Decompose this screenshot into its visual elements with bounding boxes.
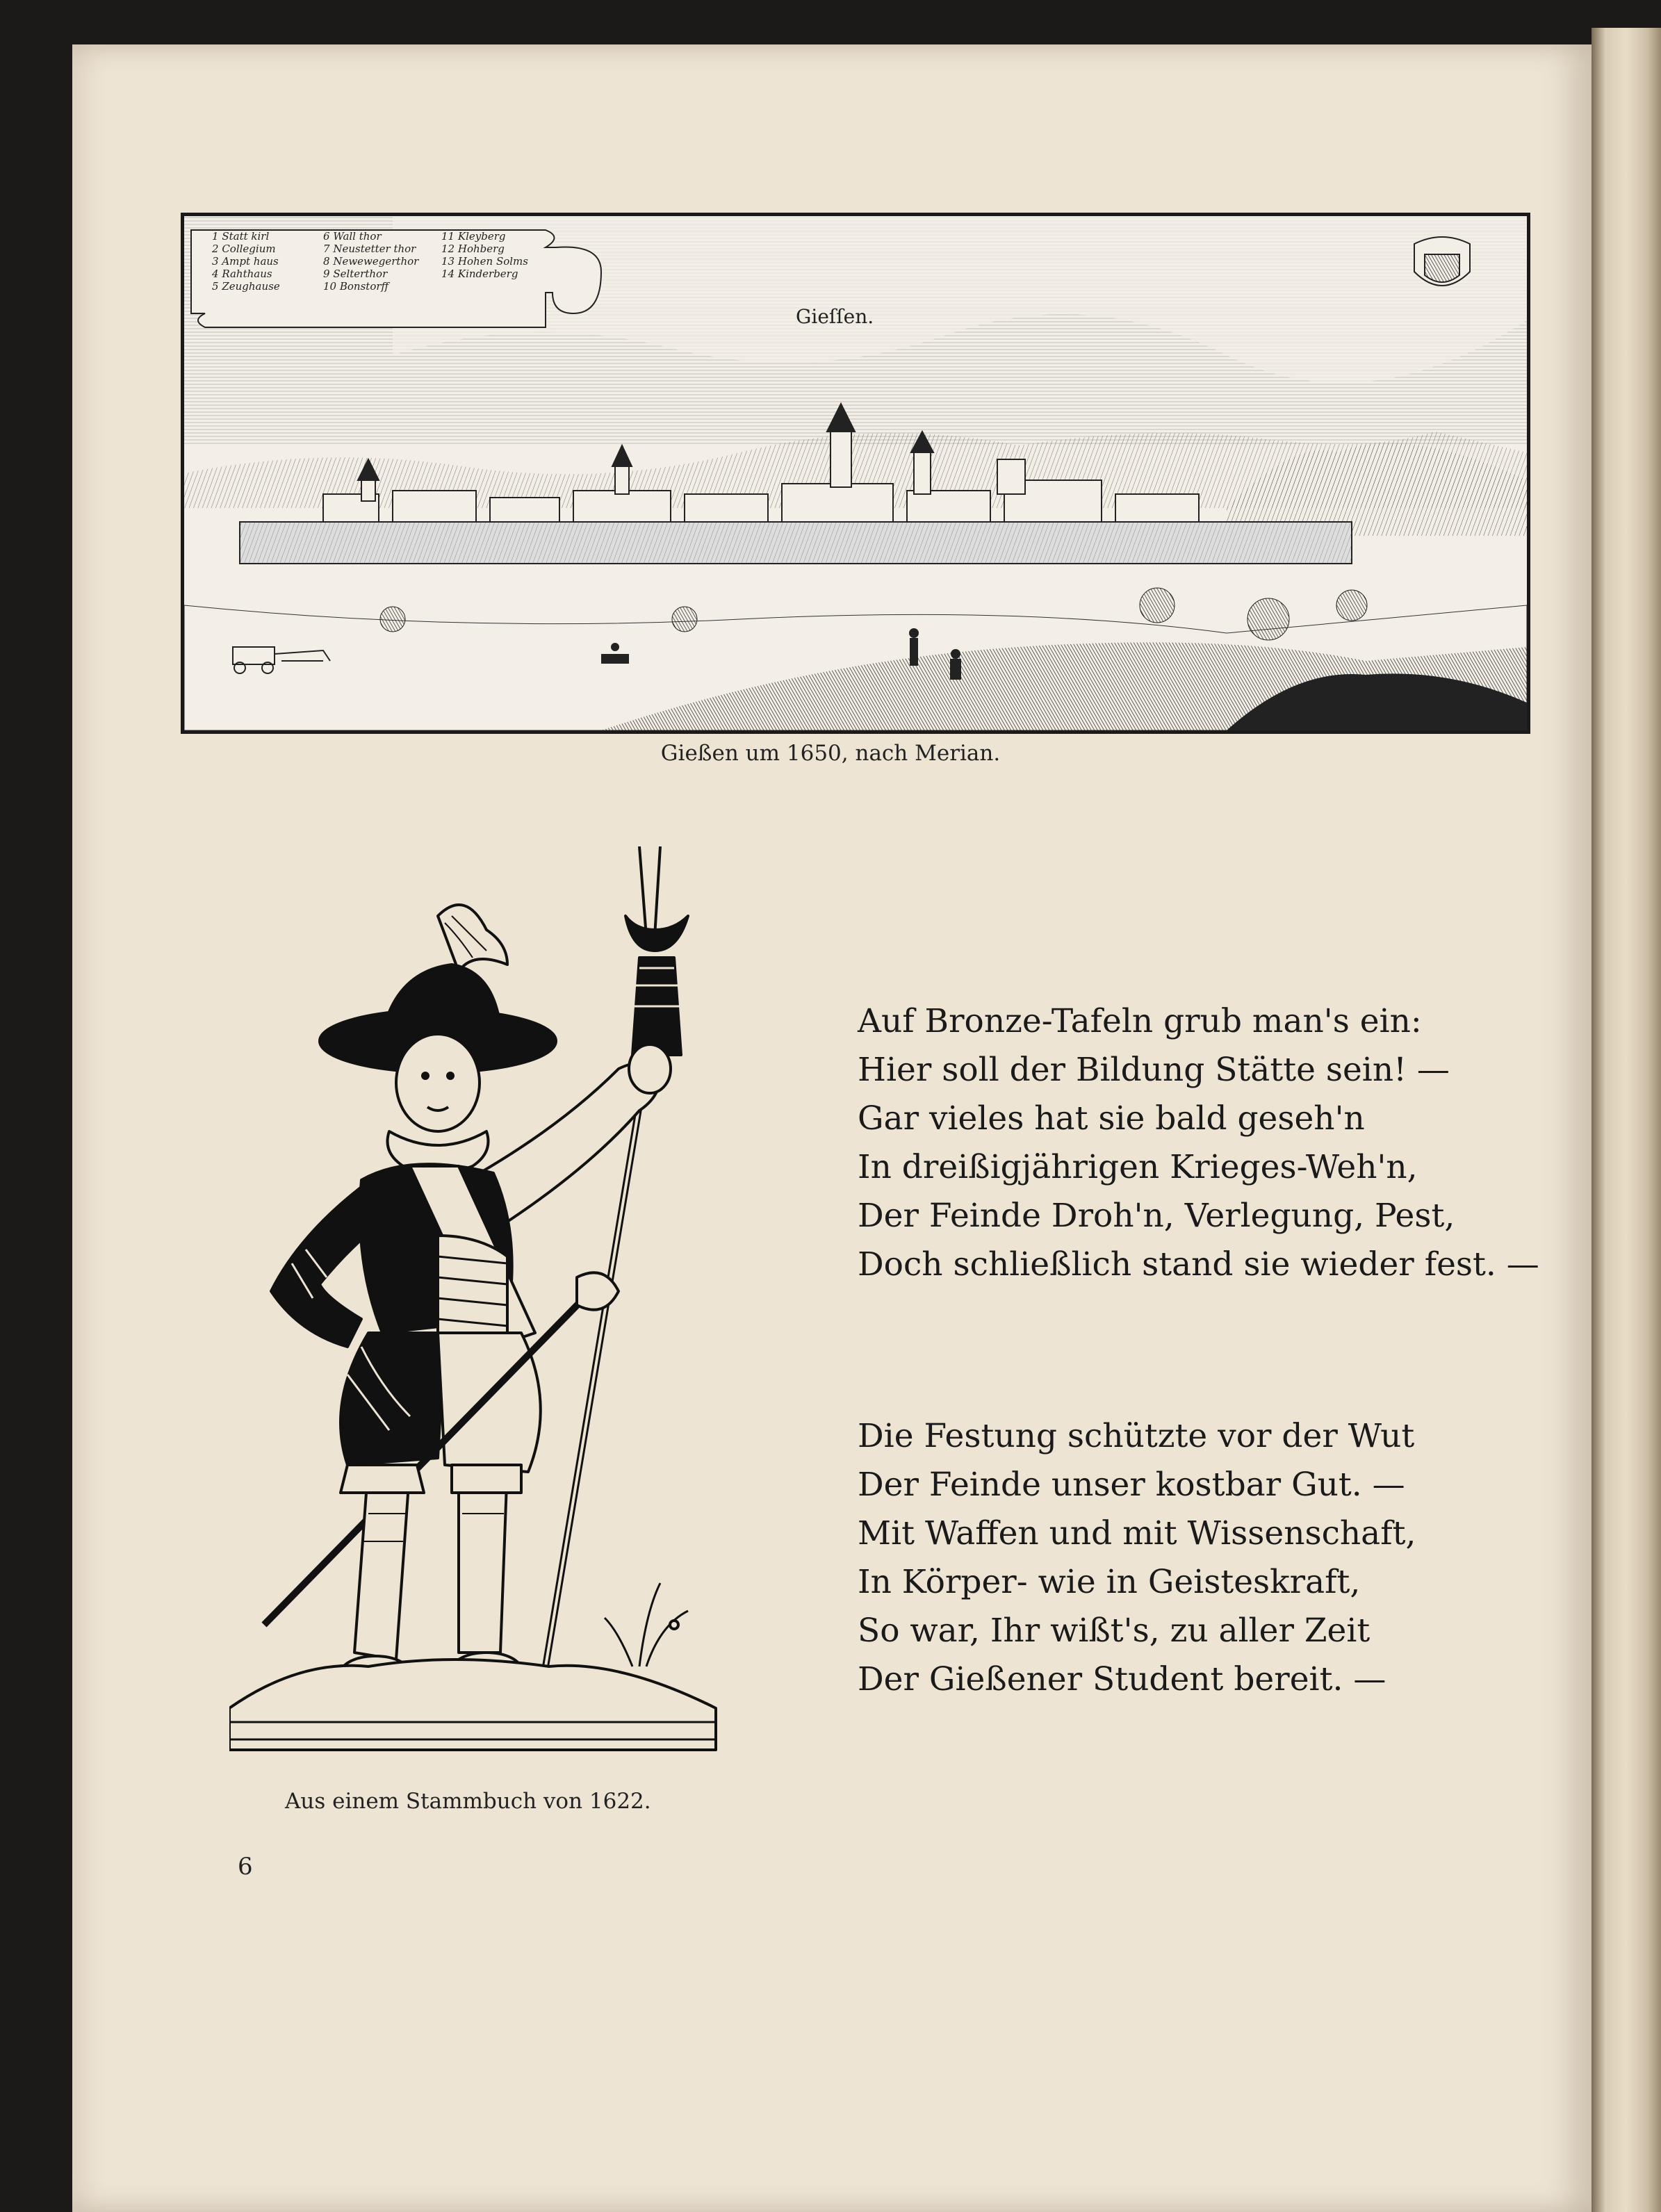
poem-stanza-1 [858, 997, 1539, 1289]
legend-item: 4 Rahthaus [212, 268, 272, 280]
legend-item: 12 Hohberg [441, 243, 505, 255]
soldier-woodcut [229, 846, 730, 1778]
legend-item: 1 Statt kirl [212, 230, 270, 243]
page-number: 6 [238, 1853, 253, 1881]
poem-line: Der Feinde Droh'n, Verlegung, Pest, [858, 1197, 1455, 1235]
legend-item: 6 Wall thor [323, 230, 382, 243]
poem-line: Gar vieles hat sie bald geseh'n [858, 1099, 1365, 1138]
poem-stanza-2 [858, 1412, 1416, 1704]
legend-item: 13 Hohen Solms [441, 255, 528, 268]
legend-item: 3 Ampt haus [212, 255, 279, 268]
poem-line: Auf Bronze-Tafeln grub man's ein: [858, 1002, 1422, 1040]
soldier-caption: Aus einem Stammbuch von 1622. [285, 1789, 651, 1814]
poem-line: Der Gießener Student bereit. — [858, 1660, 1386, 1698]
legend-item: 2 Collegium [212, 243, 276, 255]
legend-item: 8 Newewegerthor [323, 255, 419, 268]
poem-line: Der Feinde unser kostbar Gut. — [858, 1466, 1405, 1504]
legend-item: 11 Kleyberg [441, 230, 506, 243]
city-panorama-engraving [181, 213, 1530, 734]
city-label: Gieſſen. [796, 305, 874, 328]
legend-scroll [191, 223, 747, 327]
legend-item: 5 Zeughause [212, 280, 280, 293]
soldier-illustration [229, 846, 730, 1778]
poem-line: Mit Waffen und mit Wissenschaft, [858, 1514, 1416, 1553]
panorama-caption: Gießen um 1650, nach Merian. [660, 741, 1001, 766]
poem-line: So war, Ihr wißt's, zu aller Zeit [858, 1612, 1370, 1650]
poem-line: In dreißigjährigen Krieges-Weh'n, [858, 1148, 1418, 1186]
legend-item: 14 Kinderberg [441, 268, 518, 280]
poem-line: Die Festung schützte vor der Wut [858, 1417, 1415, 1455]
poem-line: Doch schließlich stand sie wieder fest. — [858, 1245, 1539, 1284]
poem-line: In Körper- wie in Geisteskraft, [858, 1563, 1361, 1601]
legend-item: 10 Bonstorff [323, 280, 389, 293]
legend-item: 9 Selterthor [323, 268, 388, 280]
page-edge [1592, 28, 1661, 2212]
poem-line: Hier soll der Bildung Stätte sein! — [858, 1051, 1450, 1089]
legend-item: 7 Neustetter thor [323, 243, 416, 255]
